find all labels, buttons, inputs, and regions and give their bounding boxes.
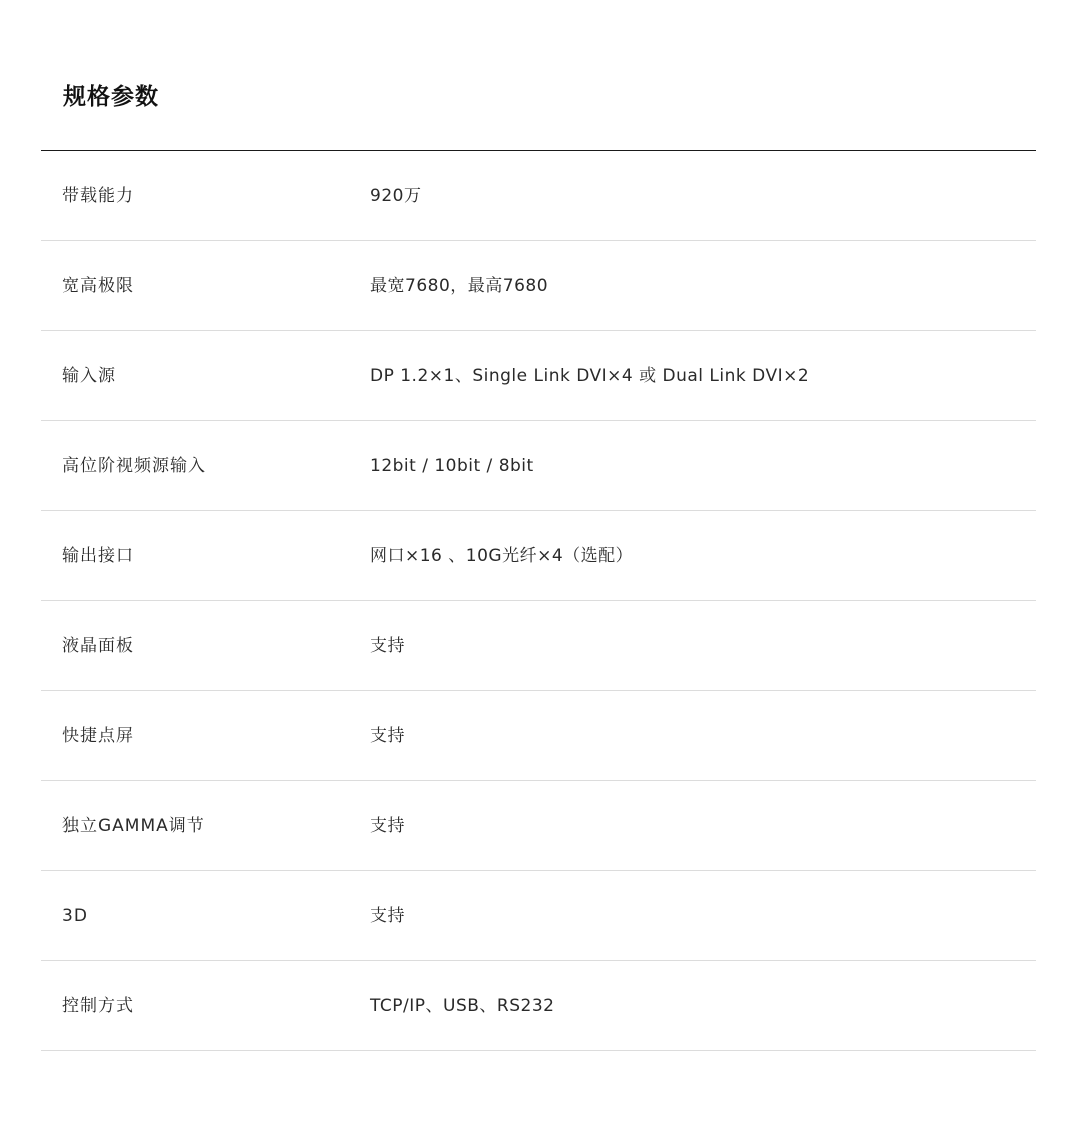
spec-value: 支持	[370, 636, 405, 656]
spec-row	[41, 781, 1036, 871]
spec-value: 支持	[370, 816, 405, 836]
spec-label: 快捷点屏	[62, 726, 134, 746]
spec-table	[41, 150, 1036, 1051]
spec-label: 带载能力	[62, 186, 134, 206]
spec-row	[41, 241, 1036, 331]
spec-label: 高位阶视频源输入	[62, 456, 206, 476]
spec-row	[41, 871, 1036, 961]
section-title: 规格参数	[63, 84, 159, 110]
spec-value: TCP/IP、USB、RS232	[370, 996, 555, 1016]
spec-label: 3D	[62, 906, 88, 926]
spec-value: 920万	[370, 186, 422, 206]
spec-value: 支持	[370, 906, 405, 926]
spec-label: 控制方式	[62, 996, 134, 1016]
spec-row	[41, 601, 1036, 691]
spec-value: 支持	[370, 726, 405, 746]
spec-row	[41, 691, 1036, 781]
spec-value: DP 1.2×1、Single Link DVI×4 或 Dual Link DVI×2	[370, 366, 810, 386]
spec-label: 液晶面板	[62, 636, 134, 656]
spec-label: 输入源	[62, 366, 116, 386]
spec-label: 输出接口	[62, 546, 134, 566]
spec-row	[41, 331, 1036, 421]
spec-row	[41, 961, 1036, 1051]
spec-row	[41, 511, 1036, 601]
spec-label: 宽高极限	[62, 276, 134, 296]
spec-value: 网口×16 、10G光纤×4（选配）	[370, 546, 634, 566]
spec-label: 独立GAMMA调节	[62, 816, 205, 836]
spec-value: 12bit / 10bit / 8bit	[370, 456, 534, 476]
spec-value: 最宽7680，最高7680	[370, 276, 549, 296]
spec-row	[41, 151, 1036, 241]
spec-row	[41, 421, 1036, 511]
